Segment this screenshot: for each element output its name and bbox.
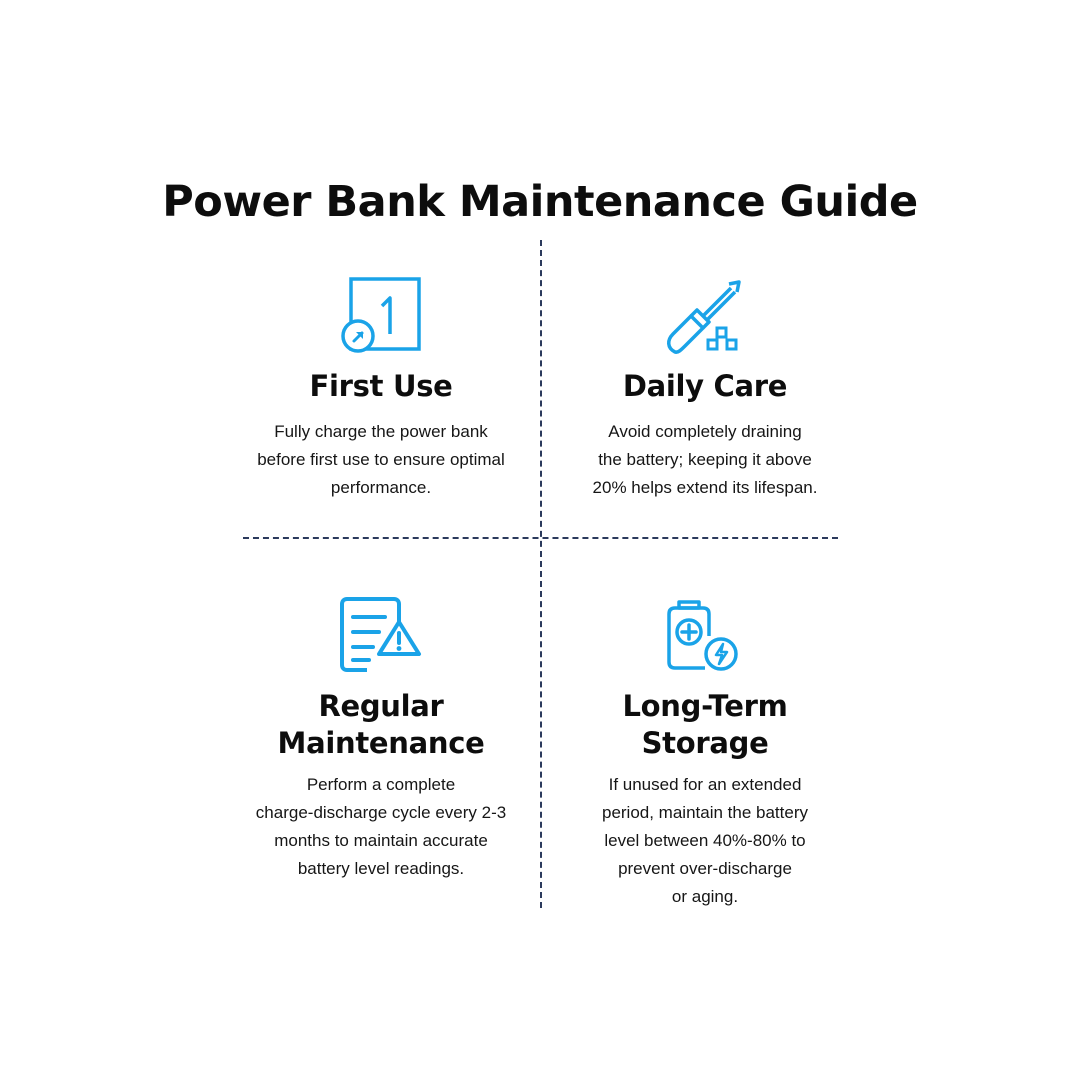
desc-line: months to maintain accurate bbox=[274, 831, 488, 850]
desc-line: Perform a complete bbox=[306, 775, 456, 794]
card-title bbox=[564, 688, 846, 762]
desc-line: performance. bbox=[330, 478, 432, 497]
card-title-line: Storage bbox=[641, 726, 769, 760]
desc-line: level between 40%-80% to bbox=[604, 831, 806, 850]
desc-line: prevent over-discharge bbox=[618, 859, 792, 878]
desc-line: before first use to ensure optimal bbox=[257, 450, 505, 469]
desc-line: battery level readings. bbox=[297, 859, 465, 878]
vertical-divider bbox=[540, 240, 542, 908]
card-title bbox=[240, 368, 522, 405]
desc-line: Fully charge the power bank bbox=[274, 422, 488, 441]
desc-line: or aging. bbox=[671, 887, 739, 906]
card-title-line: Maintenance bbox=[277, 726, 485, 760]
card-description bbox=[564, 771, 846, 911]
card-title-line: Regular bbox=[318, 689, 444, 723]
number-one-icon bbox=[340, 276, 422, 363]
desc-line: If unused for an extended bbox=[608, 775, 802, 794]
card-title bbox=[240, 688, 522, 762]
card-title bbox=[564, 368, 846, 405]
horizontal-divider bbox=[243, 537, 838, 539]
desc-line: Avoid completely draining bbox=[608, 422, 802, 441]
page-title: Power Bank Maintenance Guide bbox=[162, 177, 918, 227]
document-warning-icon bbox=[339, 596, 423, 679]
card-description bbox=[240, 771, 522, 883]
desc-line: charge-discharge cycle every 2-3 bbox=[255, 803, 507, 822]
screwdriver-icon bbox=[663, 278, 747, 363]
card-title-line: First Use bbox=[309, 369, 453, 403]
desc-line: period, maintain the battery bbox=[601, 803, 808, 822]
card-description bbox=[240, 418, 522, 502]
desc-line: the battery; keeping it above bbox=[598, 450, 812, 469]
battery-storage-icon bbox=[665, 596, 745, 681]
card-title-line: Daily Care bbox=[622, 369, 788, 403]
card-title-line: Long-Term bbox=[622, 689, 788, 723]
card-description bbox=[564, 418, 846, 502]
desc-line: 20% helps extend its lifespan. bbox=[592, 478, 818, 497]
